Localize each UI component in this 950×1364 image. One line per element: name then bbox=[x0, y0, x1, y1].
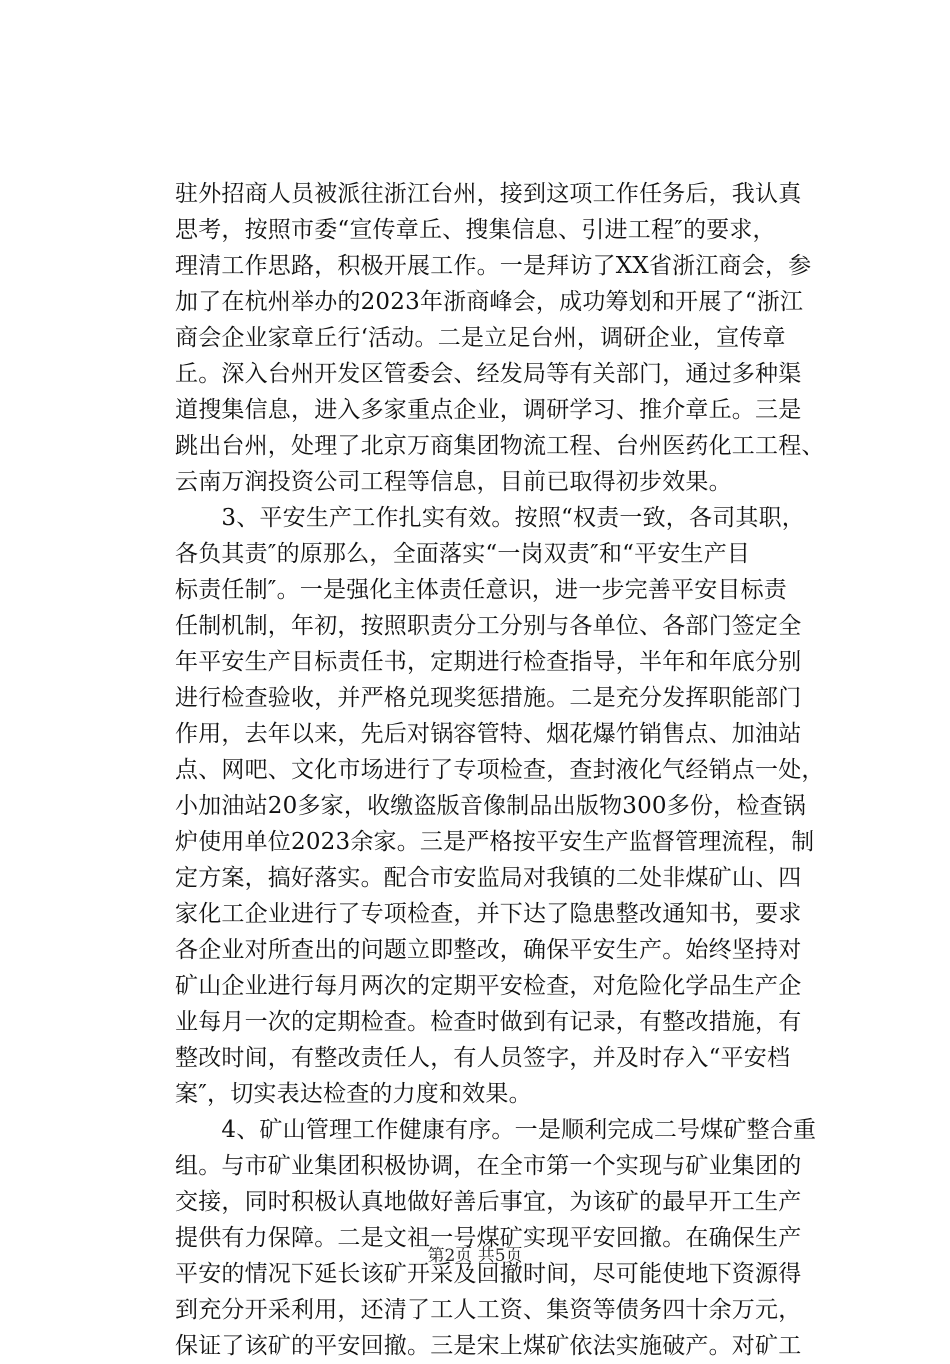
text-line: 任制机制，年初，按照职责分工分别与各单位、各部门签定全 bbox=[175, 613, 802, 639]
text-line: 平安的情况下延长该矿开采及回撤时间，尽可能使地下资源得 bbox=[175, 1261, 802, 1287]
text-line: 云南万润投资公司工程等信息，目前已取得初步效果。 bbox=[175, 469, 732, 495]
text-line: 4、矿山管理工作健康有序。一是顺利完成二号煤矿整合重 bbox=[175, 1117, 817, 1143]
text-line: 加了在杭州举办的2023年浙商峰会，成功筹划和开展了“浙江 bbox=[175, 289, 804, 315]
text-line: 炉使用单位2023余家。三是严格按平安生产监督管理流程，制 bbox=[175, 829, 815, 855]
text-line: 案″，切实表达检查的力度和效果。 bbox=[175, 1081, 532, 1107]
text-line: 提供有力保障。二是文祖一号煤矿实现平安回撤。在确保生产 bbox=[175, 1225, 802, 1251]
text-line: 思考，按照市委“宣传章丘、搜集信息、引进工程″的要求， bbox=[175, 217, 776, 243]
page-number-footer: 第2页 共5页 bbox=[427, 1246, 523, 1266]
text-line: 家化工企业进行了专项检查，并下达了隐患整改通知书，要求 bbox=[175, 901, 802, 927]
text-line: 年平安生产目标责任书，定期进行检查指导，半年和年底分别 bbox=[175, 649, 802, 675]
text-line: 丘。深入台州开发区管委会、经发局等有关部门，通过多种渠 bbox=[175, 361, 802, 387]
text-line: 小加油站20多家，收缴盗版音像制品出版物300多份，检查锅 bbox=[175, 793, 806, 819]
text-line: 点、网吧、文化市场进行了专项检查，查封液化气经销点一处， bbox=[175, 757, 825, 783]
body-text bbox=[175, 176, 831, 1364]
text-line: 理清工作思路，积极开展工作。一是拜访了XX省浙江商会，参 bbox=[175, 253, 812, 279]
text-line: 到充分开采利用，还清了工人工资、集资等债务四十余万元， bbox=[175, 1297, 802, 1323]
text-line: 商会企业家章丘行‘活动。二是立足台州，调研企业，宣传章 bbox=[175, 325, 786, 351]
text-line: 进行检查验收，并严格兑现奖惩措施。二是充分发挥职能部门 bbox=[175, 685, 802, 711]
text-line: 作用，去年以来，先后对锅容管特、烟花爆竹销售点、加油站 bbox=[175, 721, 802, 747]
text-line: 3、平安生产工作扎实有效。按照“权责一致，各司其职， bbox=[175, 505, 805, 531]
text-line: 标责任制″。一是强化主体责任意识，进一步完善平安目标责 bbox=[175, 577, 787, 603]
text-line: 矿山企业进行每月两次的定期平安检查，对危险化学品生产企 bbox=[175, 973, 802, 999]
text-line: 道搜集信息，进入多家重点企业，调研学习、推介章丘。三是 bbox=[175, 397, 802, 423]
text-line: 整改时间，有整改责任人，有人员签字，并及时存入“平安档 bbox=[175, 1045, 791, 1071]
text-line: 保证了该矿的平安回撤。三是宋上煤矿依法实施破产。对矿工 bbox=[175, 1333, 802, 1359]
text-line: 各负其责″的原那么，全面落实“一岗双责″和“平安生产目 bbox=[175, 541, 751, 567]
text-line: 业每月一次的定期检查。检查时做到有记录，有整改措施，有 bbox=[175, 1009, 802, 1035]
text-line: 跳出台州，处理了北京万商集团物流工程、台州医药化工工程、 bbox=[175, 433, 825, 459]
text-line: 驻外招商人员被派往浙江台州，接到这项工作任务后，我认真 bbox=[175, 181, 802, 207]
text-line: 各企业对所查出的问题立即整改，确保平安生产。始终坚持对 bbox=[175, 937, 802, 963]
text-line: 交接，同时积极认真地做好善后事宜，为该矿的最早开工生产 bbox=[175, 1189, 802, 1215]
text-line: 组。与市矿业集团积极协调，在全市第一个实现与矿业集团的 bbox=[175, 1153, 802, 1179]
text-line: 定方案，搞好落实。配合市安监局对我镇的二处非煤矿山、四 bbox=[175, 865, 802, 891]
